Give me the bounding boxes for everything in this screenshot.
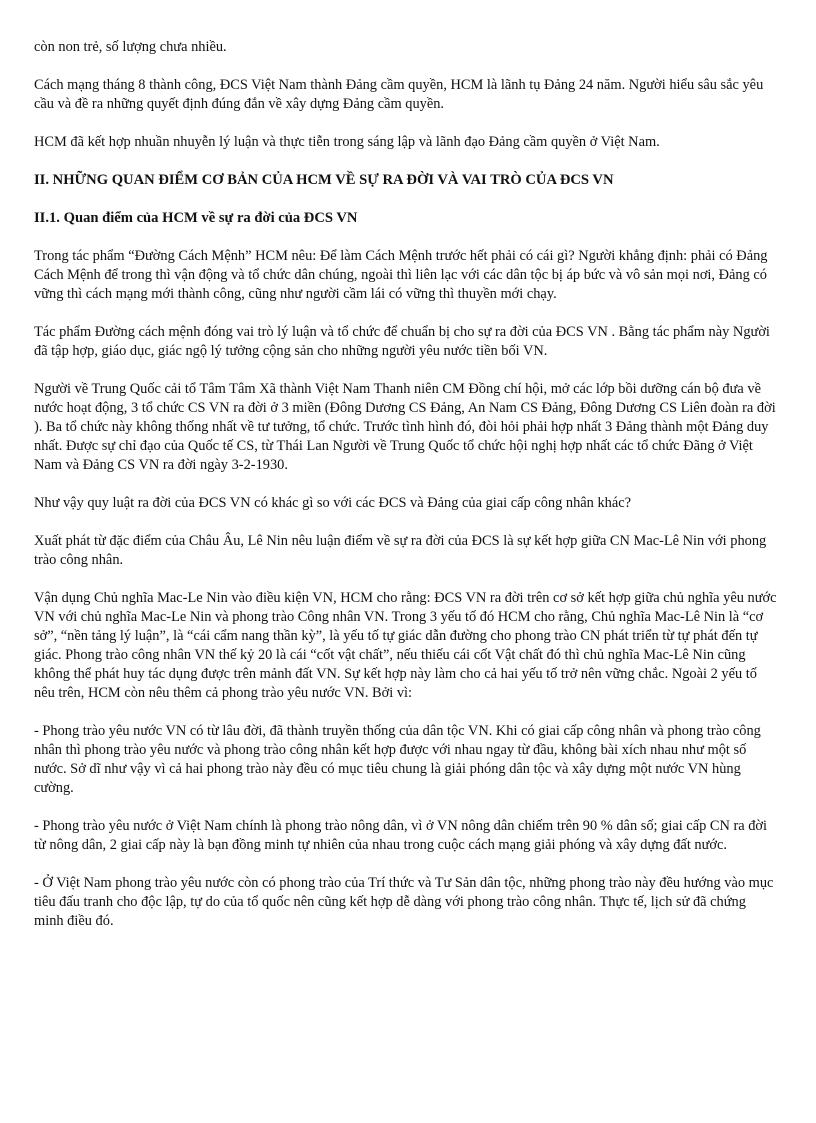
paragraph-theoretical-role: Tác phẩm Đường cách mệnh đóng vai trò lý luận và tổ chức để chuẩn bị cho sự ra đời của ĐCS VN . Bằng tác phẩm này Người đã tập hợp, giáo dục, giác ngộ lý tưởng cộng sản cho những người yêu nước tiền bối VN. bbox=[34, 324, 770, 359]
paragraph-bullet-peasant-movement: - Phong trào yêu nước ở Việt Nam chính là phong trào nông dân, vì ở VN nông dân chiếm trên 90 % dân số; giai cấp CN ra đời từ nông dân, 2 giai cấp này là bạn đồng minh tự nhiên của nhau trong cuộc cách mạng giải phóng và xây dựng đất nước. bbox=[34, 818, 768, 853]
paragraph-august-revolution: Cách mạng tháng 8 thành công, ĐCS Việt Nam thành Đảng cầm quyền, HCM là lãnh tụ Đảng 24 năm. Người hiểu sâu sắc yêu cầu và đề ra những quyết định đúng đắn về xây dựng Đảng cầm quyền. bbox=[34, 77, 764, 112]
paragraph-lenin-thesis: Xuất phát từ đặc điểm của Châu Âu, Lê Nin nêu luận điểm về sự ra đời của ĐCS là sự kết hợp giữa CN Mac-Lê Nin với phong trào công nhân. bbox=[34, 533, 767, 568]
paragraph-bullet-intellectuals: - Ở Việt Nam phong trào yêu nước còn có phong trào của Trí thức và Tư Sản dân tộc, những phong trào này đều hướng vào mục tiêu đấu tranh cho độc lập, tự do của tổ quốc nên cũng kết hợp dễ dàng với phong trào công nhân. Thực tế, lịch sử đã chứng minh điều đó. bbox=[34, 875, 774, 929]
section-heading-ii: II. NHỮNG QUAN ĐIỂM CƠ BẢN CỦA HCM VỀ SỰ RA ĐỜI VÀ VAI TRÒ CỦA ĐCS VN bbox=[34, 172, 614, 188]
paragraph-question: Như vậy quy luật ra đời của ĐCS VN có khác gì so với các ĐCS và Đảng của giai cấp công nhân khác? bbox=[34, 495, 632, 511]
paragraph-party-founding: Người về Trung Quốc cải tổ Tâm Tâm Xã thành Việt Nam Thanh niên CM Đồng chí hội, mở các lớp bồi dưỡng cán bộ đưa về nước hoạt động, 3 tổ chức CS VN ra đời ở 3 miền (Đông Dương CS Đảng, An Nam CS Đảng, Đông Dương CS Liên đoàn ra đời ). Ba tổ chức này không thống nhất về tư tưởng, tổ chức. Trước tình hình đó, đòi hỏi phải hợp nhất 3 Đảng thành một Đảng duy nhất. Được sự chỉ đạo của Quốc tế CS, từ Thái Lan Người về Trung Quốc tổ chức hội nghị hợp nhất các tổ chức Đãng ở Việt Nam và Đảng CS VN ra đời ngày 3-2-1930. bbox=[34, 381, 776, 473]
paragraph-duong-cach-menh: Trong tác phẩm “Đường Cách Mệnh” HCM nêu: Để làm Cách Mệnh trước hết phải có cái gì? Người khẳng định: phải có Đảng Cách Mệnh để trong thì vận động và tổ chức dân chúng, ngoài thì liên lạc với các dân tộc bị áp bức và vô sản mọi nơi, Đảng có vững thì cách mạng mới thành công, cũng như người cầm lái có vững thì thuyền mới chạy. bbox=[34, 248, 768, 302]
document-page bbox=[34, 38, 779, 950]
paragraph-bullet-patriotic-movement: - Phong trào yêu nước VN có từ lâu đời, đã thành truyền thống của dân tộc VN. Khi có giai cấp công nhân và phong trào công nhân thì phong trào yêu nước và phong trào công nhân kết hợp được với nhau ngay từ đầu, không bài xích nhau như một số nước. Sở dĩ như vậy vì cả hai phong trào này đều có mục tiêu chung là giải phóng dân tộc và xây dựng một nước VN hùng cường. bbox=[34, 723, 761, 796]
paragraph-intro-end: còn non trẻ, số lượng chưa nhiều. bbox=[34, 39, 227, 55]
paragraph-hcm-application: Vận dụng Chủ nghĩa Mac-Le Nin vào điều kiện VN, HCM cho rằng: ĐCS VN ra đời trên cơ sở kết hợp giữa chủ nghĩa yêu nước VN với chủ nghĩa Mac-Le Nin và phong trào Công nhân VN. Trong 3 yếu tố đó HCM cho rằng, Chủ nghĩa Mac-Lê Nin là “cơ sở”, “nền tảng lý luận”, là “cái cẩm nang thần kỳ”, là yếu tố tự giác dẫn đường cho phong trào CN phát triển từ tự phát đến tự giác. Phong trào công nhân VN thế kỷ 20 là cái “cốt vật chất”, nếu thiếu cái cốt Vật chất đó thì chủ nghĩa Mac-Lê Nin cũng không thể phát huy tác dụng được trên mảnh đất VN. Sự kết hợp này làm cho cả hai yếu tố trở nên vững chắc. Ngoài 2 yếu tố nêu trên, HCM còn nêu thêm cả phong trào yêu nước VN. Bởi vì: bbox=[34, 590, 777, 701]
paragraph-theory-practice: HCM đã kết hợp nhuần nhuyễn lý luận và thực tiễn trong sáng lập và lãnh đạo Đảng cầm quyền ở Việt Nam. bbox=[34, 134, 660, 150]
subsection-heading-ii-1: II.1. Quan điểm của HCM về sự ra đời của ĐCS VN bbox=[34, 210, 358, 226]
